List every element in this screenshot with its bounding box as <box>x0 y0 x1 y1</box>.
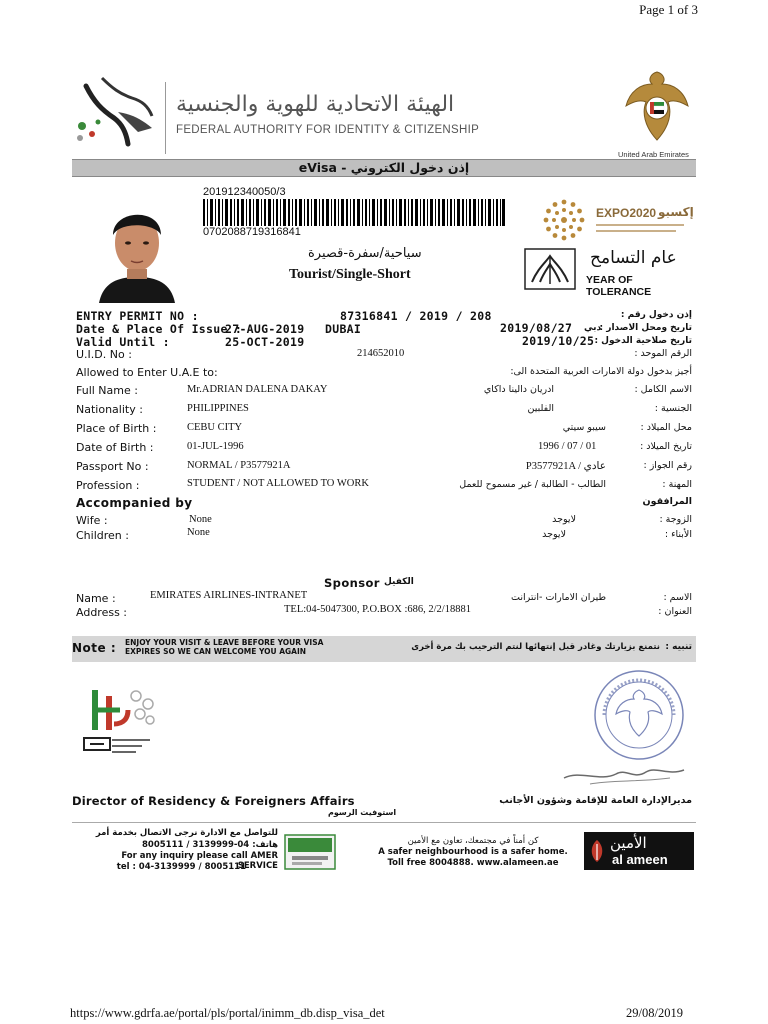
page-url: https://www.gdrfa.ae/portal/pls/portal/inimm_db.disp_visa_det <box>70 1006 385 1020</box>
accompanied-heading: Accompanied by <box>76 496 193 510</box>
director-title-english: Director of Residency & Foreigners Affairs <box>72 794 355 808</box>
sponsor-heading-arabic: الكفيل <box>384 577 414 587</box>
signature-icon <box>560 760 690 788</box>
sponsor-heading: Sponsor <box>324 576 380 590</box>
valid-until-label: Valid Until : <box>76 335 170 349</box>
wife-value: None <box>189 514 212 525</box>
year-of-tolerance-logo <box>524 248 692 298</box>
profession-label: Profession : <box>76 479 140 492</box>
applicant-photo <box>95 191 179 303</box>
issue-label: Date & Place Of Issue : <box>76 322 243 336</box>
passport-value: NORMAL / P3577921A <box>187 460 291 471</box>
authority-name-english: FEDERAL AUTHORITY FOR IDENTITY & CITIZENSHIP <box>176 124 480 136</box>
issue-date-arabic: 2019/08/27 <box>500 321 573 335</box>
director-title-arabic: مديرالإدارة العامة للإقامة وشؤون الأجانب <box>499 795 692 806</box>
entry-permit-value: 87316841 / 2019 / 208 <box>340 309 492 323</box>
note-text-line1: ENJOY YOUR VISIT & LEAVE BEFORE YOUR VISA <box>125 638 324 647</box>
sponsor-address-label-arabic: العنوان : <box>658 606 692 617</box>
amer-service-logo-icon <box>284 834 336 870</box>
page-number: Page 1 of 3 <box>639 2 698 17</box>
entry-permit-label-arabic: إذن دخول رقم : <box>620 310 692 320</box>
federal-authority-logo-icon <box>72 72 158 152</box>
children-value: None <box>187 527 210 538</box>
profession-value: STUDENT / NOT ALLOWED TO WORK <box>187 478 369 489</box>
print-date: 29/08/2019 <box>626 1006 683 1020</box>
document-title: eVisa - إذن دخول الكتروني <box>298 160 470 175</box>
amer-contact-english-line1: For any inquiry please call AMER SERVICE <box>121 851 278 871</box>
date-of-birth-value: 01-JUL-1996 <box>187 441 244 452</box>
nationality-value: PHILIPPINES <box>187 403 249 414</box>
date-of-birth-label: Date of Birth : <box>76 441 154 454</box>
sponsor-name-value: EMIRATES AIRLINES-INTRANET <box>150 590 308 601</box>
nationality-value-arabic: الفلبين <box>527 403 554 414</box>
children-value-arabic: لايوجد <box>542 529 566 540</box>
place-of-birth-label: Place of Birth : <box>76 422 157 435</box>
passport-label-arabic: رقم الجواز : <box>643 460 692 471</box>
place-of-birth-value-arabic: سيبو سيتي <box>562 422 606 433</box>
visa-type-english: Tourist/Single-Short <box>289 267 411 282</box>
children-label-arabic: الأبناء : <box>664 529 692 540</box>
alameen-slogan-english-line1: A safer neighbourhood is a safer home. <box>378 847 568 857</box>
alameen-leaf-icon <box>588 838 606 864</box>
issue-place: DUBAI <box>325 322 362 336</box>
sponsor-name-label: Name : <box>76 592 116 605</box>
amer-contact-english-line2: tel : 04-3139999 / 8005111 <box>116 862 246 872</box>
allowed-label-arabic: أجيز بدخول دولة الامارات العربية المتحدة الى: <box>510 366 692 377</box>
place-of-birth-label-arabic: محل الميلاد : <box>640 422 692 433</box>
alameen-logo-english: al ameen <box>612 852 668 867</box>
alameen-slogan-arabic: كن أمناً في مجتمعك، تعاون مع الأمين <box>407 836 539 846</box>
children-label: Children : <box>76 529 129 542</box>
authority-name-arabic: الهيئة الاتحادية للهوية والجنسية <box>176 92 455 117</box>
wife-label: Wife : <box>76 514 108 527</box>
issue-label-arabic: تاريخ ومحل الاصدار : <box>599 323 692 333</box>
issue-date: 27-AUG-2019 <box>225 322 305 336</box>
full-name-label-arabic: الاسم الكامل : <box>634 384 692 395</box>
accompanied-heading-arabic: المرافقون <box>642 496 692 507</box>
passport-value-arabic: P3577921A / عادي <box>525 461 606 472</box>
date-of-birth-label-arabic: تاريخ الميلاد : <box>640 441 692 452</box>
expo-emblem-icon <box>540 196 588 244</box>
official-stamp-icon <box>592 668 686 762</box>
tolerance-text-arabic: عام التسامح <box>590 248 677 268</box>
wife-label-arabic: الزوجة : <box>659 514 692 525</box>
alameen-slogan-english-line2: Toll free 8004888. www.alameen.ae <box>387 858 559 868</box>
uid-label: U.I.D. No : <box>76 348 132 361</box>
full-name-value-arabic: ادريان دالينا داكاي <box>483 384 554 395</box>
expo-text: EXPO2020 <box>596 206 657 220</box>
valid-until-value: 25-OCT-2019 <box>225 335 305 349</box>
alameen-logo <box>584 832 694 870</box>
note-text-line2: EXPIRES SO WE CAN WELCOME YOU AGAIN <box>125 647 307 656</box>
allowed-label: Allowed to Enter U.A.E to: <box>76 366 218 379</box>
nationality-label: Nationality : <box>76 403 143 416</box>
valid-until-value-arabic: 2019/10/25 <box>522 334 595 348</box>
barcode <box>203 199 505 226</box>
visa-type-arabic: سياحية/سفرة-قصيرة <box>308 246 422 261</box>
sponsor-name-value-arabic: طيران الامارات -انترانت <box>511 592 606 603</box>
issue-place-arabic: دبي <box>584 323 602 333</box>
uae-emblem-icon <box>622 66 692 146</box>
expo-text-arabic: إكسبو <box>658 205 694 219</box>
profession-value-arabic: الطالب - الطالبة / غير مسموح للعمل <box>459 479 606 490</box>
wife-value-arabic: لايوجد <box>552 514 576 525</box>
nationality-label-arabic: الجنسية : <box>654 403 692 414</box>
note-label-arabic: تنبيه : <box>665 642 692 652</box>
date-of-birth-value-arabic: 1996 / 07 / 01 <box>538 441 597 452</box>
amer-contact-arabic-line2: هاتف: 04-3139999 / 8005111 <box>142 840 278 850</box>
tolerance-emblem-icon <box>524 248 576 290</box>
full-name-label: Full Name : <box>76 384 138 397</box>
uae-emblem-caption: United Arab Emirates <box>618 150 689 159</box>
expo-subtitle-line <box>596 230 676 232</box>
sponsor-name-label-arabic: الاسم : <box>663 592 692 603</box>
place-of-birth-value: CEBU CITY <box>187 422 243 433</box>
sponsor-address-value: TEL:04-5047300, P.O.BOX :686, 2/2/18881 <box>284 604 471 615</box>
residency-logo-icon <box>80 686 160 760</box>
note-text-arabic: نتمنع بزيارتك وغادر قبل إنتهائها لنتم الترحيب بك مرة أخرى <box>411 642 660 652</box>
amer-contact-arabic-line1: للتواصل مع الادارة نرجى الاتصال بخدمة أمر <box>95 828 278 838</box>
full-name-value: Mr.ADRIAN DALENA DAKAY <box>187 384 328 395</box>
tolerance-text-english: YEAR OF TOLERANCE <box>586 274 652 298</box>
alameen-logo-arabic: الأمين <box>610 834 647 852</box>
header-divider <box>165 82 166 154</box>
entry-permit-label: ENTRY PERMIT NO : <box>76 309 199 323</box>
uid-value: 214652010 <box>357 348 405 359</box>
valid-until-label-arabic: تاريخ صلاحية الدخول : <box>594 336 692 346</box>
sponsor-address-label: Address : <box>76 606 128 619</box>
fees-paid-arabic: استوفيت الرسوم <box>328 808 397 817</box>
barcode-number: 0702088719316841 <box>203 226 301 238</box>
note-label: Note : <box>72 641 117 655</box>
profession-label-arabic: المهنة : <box>662 479 692 490</box>
uid-label-arabic: الرقم الموحد : <box>634 348 692 359</box>
expo-2020-logo <box>540 196 694 244</box>
expo-subtitle-line <box>596 224 684 226</box>
visa-number: 201912340050/3 <box>203 186 286 198</box>
passport-label: Passport No : <box>76 460 149 473</box>
